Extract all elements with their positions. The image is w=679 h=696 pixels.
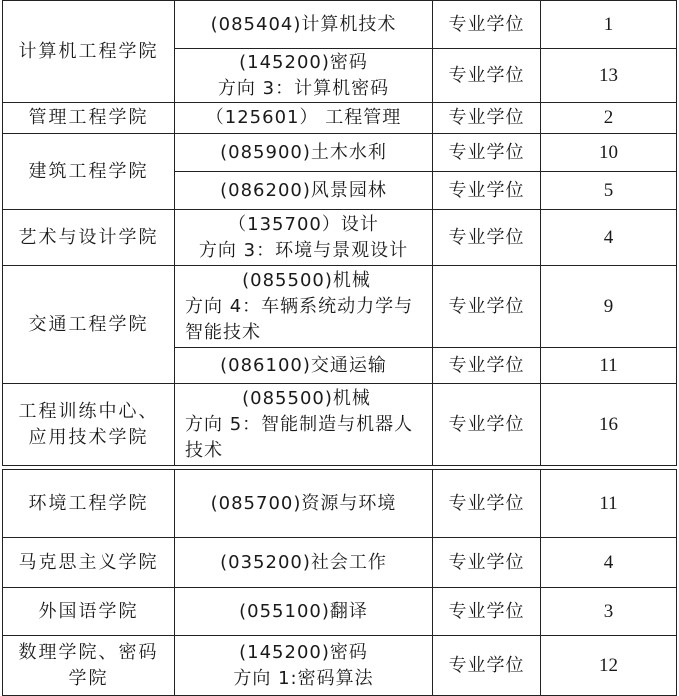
count-cell: 11 [541, 348, 677, 384]
count-cell: 16 [541, 384, 677, 466]
college-cell [3, 134, 175, 210]
table-row [3, 134, 677, 172]
degree-cell: 专业学位 [433, 49, 541, 103]
major-code: (085900)土木水利 [220, 141, 387, 163]
major-direction: 方向 4：车辆系统动力学与 [185, 295, 414, 317]
count-cell: 4 [541, 210, 677, 266]
table-row [3, 588, 677, 636]
major-direction: 方向 5：智能制造与机器人 [185, 413, 414, 435]
degree-cell: 专业学位 [433, 134, 541, 172]
major-cell [175, 470, 433, 538]
admission-sheet [2, 0, 676, 696]
college-name-cont: 应用技术学院 [28, 426, 149, 448]
degree-cell: 专业学位 [433, 538, 541, 588]
major-cell [175, 49, 433, 103]
major-code: (085500)机械 [242, 387, 371, 409]
count-cell: 2 [541, 103, 677, 134]
count-cell: 11 [541, 470, 677, 538]
table-row [3, 210, 677, 266]
college-cell [3, 210, 175, 266]
major-direction-cont: 智能技术 [185, 321, 261, 343]
major-cell [175, 172, 433, 210]
degree-cell: 专业学位 [433, 636, 541, 696]
college-name: 计算机工程学院 [18, 40, 159, 62]
degree-cell: 专业学位 [433, 266, 541, 348]
degree-cell: 专业学位 [433, 588, 541, 636]
college-name: 马克思主义学院 [18, 551, 159, 573]
college-name-cont: 学院 [68, 667, 109, 689]
table-row [3, 1, 677, 49]
admission-table-upper [2, 0, 677, 466]
college-cell [3, 1, 175, 103]
major-direction-cont: 技术 [185, 439, 223, 461]
major-code: (055100)翻译 [239, 600, 368, 622]
count-cell: 10 [541, 134, 677, 172]
major-code: (086200)风景园林 [220, 179, 387, 201]
major-cell [175, 538, 433, 588]
college-cell [3, 266, 175, 384]
degree-cell: 专业学位 [433, 210, 541, 266]
major-cell [175, 103, 433, 134]
college-name: 工程训练中心、 [18, 400, 159, 422]
major-code: (086100)交通运输 [220, 354, 387, 376]
major-code: (085500)机械 [242, 269, 371, 291]
college-cell [3, 384, 175, 466]
count-cell: 12 [541, 636, 677, 696]
major-cell [175, 588, 433, 636]
degree-cell: 专业学位 [433, 348, 541, 384]
college-cell [3, 103, 175, 134]
major-direction: 方向 3：计算机密码 [217, 77, 390, 99]
major-cell [175, 134, 433, 172]
count-cell: 5 [541, 172, 677, 210]
count-cell: 3 [541, 588, 677, 636]
degree-cell: 专业学位 [433, 1, 541, 49]
count-cell: 1 [541, 1, 677, 49]
table-row [3, 470, 677, 538]
college-name: 建筑工程学院 [28, 160, 149, 182]
major-code: (145200)密码 [239, 51, 368, 73]
degree-cell: 专业学位 [433, 470, 541, 538]
major-cell [175, 384, 433, 466]
major-cell [175, 348, 433, 384]
major-direction: 方向 1:密码算法 [233, 667, 374, 689]
major-code: (145200)密码 [239, 641, 368, 663]
college-name: 管理工程学院 [28, 107, 149, 128]
college-name: 交通工程学院 [28, 313, 149, 335]
table-row [3, 384, 677, 466]
degree-cell: 专业学位 [433, 103, 541, 134]
major-direction: 方向 3：环境与景观设计 [198, 239, 409, 261]
admission-table-lower [2, 469, 677, 696]
major-code: (035200)社会工作 [220, 551, 387, 573]
college-cell [3, 538, 175, 588]
table-row [3, 538, 677, 588]
major-code: （125601） 工程管理 [205, 107, 402, 128]
major-cell [175, 1, 433, 49]
degree-cell: 专业学位 [433, 384, 541, 466]
major-cell [175, 266, 433, 348]
college-name: 数理学院、密码 [18, 641, 159, 663]
major-code: （135700）设计 [228, 213, 379, 235]
college-name: 外国语学院 [38, 600, 139, 622]
table-row [3, 103, 677, 134]
college-cell [3, 470, 175, 538]
degree-cell: 专业学位 [433, 172, 541, 210]
count-cell: 9 [541, 266, 677, 348]
college-cell [3, 636, 175, 696]
major-code: (085700)资源与环境 [210, 492, 397, 514]
table-row [3, 266, 677, 348]
count-cell: 13 [541, 49, 677, 103]
college-name: 环境工程学院 [28, 492, 149, 514]
major-code: (085404)计算机技术 [210, 13, 397, 35]
major-cell [175, 636, 433, 696]
count-cell: 4 [541, 538, 677, 588]
college-name: 艺术与设计学院 [18, 226, 159, 248]
college-cell [3, 588, 175, 636]
table-row [3, 636, 677, 696]
major-cell [175, 210, 433, 266]
